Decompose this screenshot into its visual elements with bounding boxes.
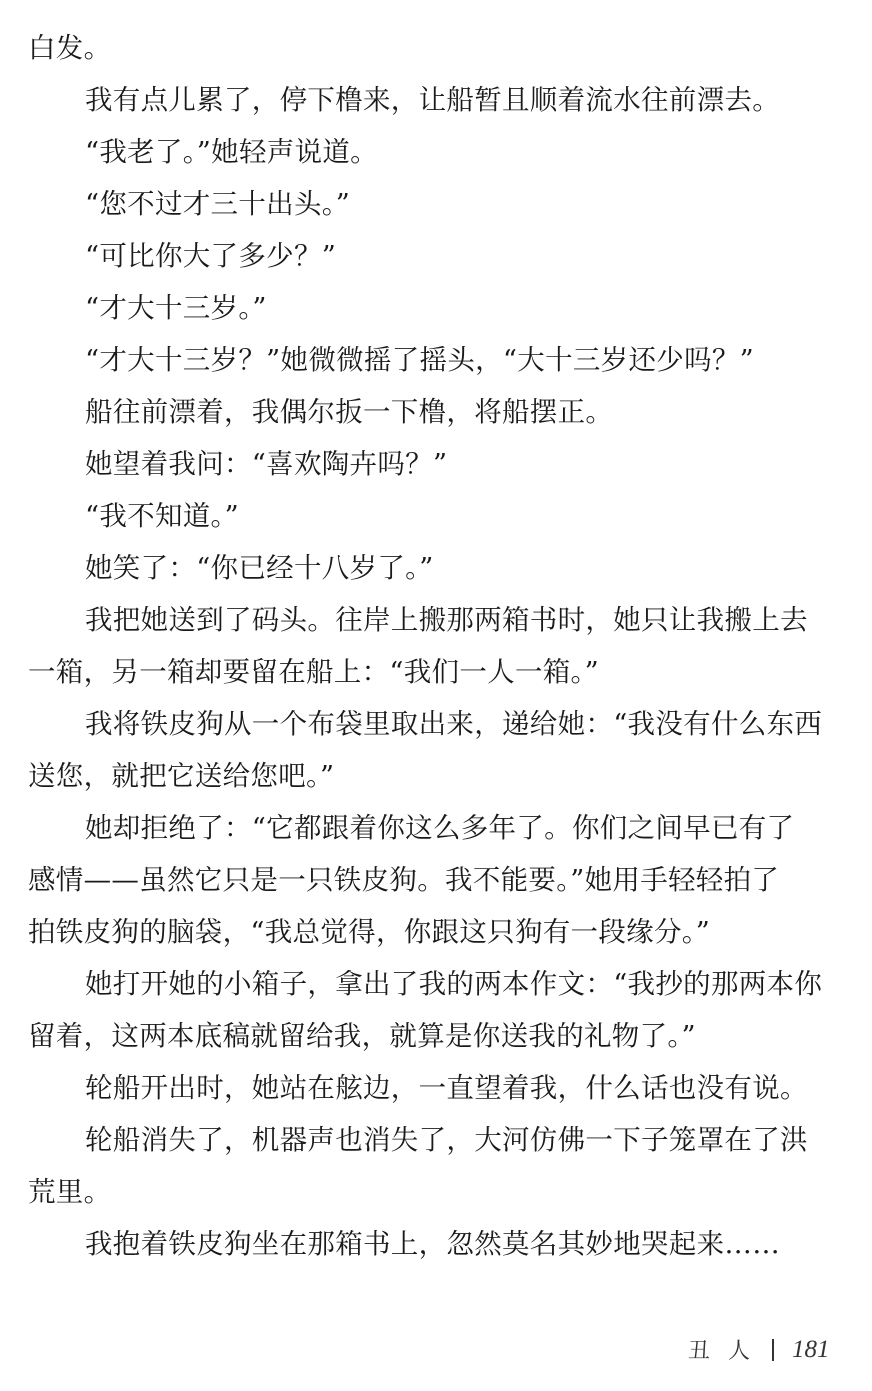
text-line: 留着，这两本底稿就留给我，就算是你送我的礼物了。” bbox=[28, 1020, 696, 1052]
text-line: “才大十三岁？”她微微摇了摇头，“大十三岁还少吗？” bbox=[85, 344, 755, 376]
text-line: 船往前漂着，我偶尔扳一下橹，将船摆正。 bbox=[85, 396, 614, 428]
text-line: 她望着我问：“喜欢陶卉吗？” bbox=[85, 448, 448, 480]
text-line: 拍铁皮狗的脑袋，“我总觉得，你跟这只狗有一段缘分。” bbox=[28, 916, 711, 948]
text-line: 轮船开出时，她站在舷边，一直望着我，什么话也没有说。 bbox=[85, 1072, 808, 1104]
footer-divider bbox=[772, 1339, 774, 1361]
text-line: 我抱着铁皮狗坐在那箱书上，忽然莫名其妙地哭起来…… bbox=[85, 1228, 780, 1260]
page-number: 181 bbox=[792, 1335, 830, 1363]
text-line: 荒里。 bbox=[28, 1176, 112, 1208]
text-line: “才大十三岁。” bbox=[85, 292, 267, 324]
text-line: “您不过才三十出头。” bbox=[85, 188, 351, 220]
running-title: 丑人 bbox=[688, 1339, 769, 1364]
body-text bbox=[28, 22, 844, 1270]
text-line: 一箱，另一箱却要留在船上：“我们一人一箱。” bbox=[28, 656, 599, 688]
text-line: 白发。 bbox=[28, 32, 112, 64]
text-line: 轮船消失了，机器声也消失了，大河仿佛一下子笼罩在了洪 bbox=[85, 1124, 808, 1156]
text-line: 我有点儿累了，停下橹来，让船暂且顺着流水往前漂去。 bbox=[85, 84, 780, 116]
text-line: 我将铁皮狗从一个布袋里取出来，递给她：“我没有什么东西 bbox=[85, 708, 823, 740]
text-line: 送您，就把它送给您吧。” bbox=[28, 760, 335, 792]
text-line: 她笑了：“你已经十八岁了。” bbox=[85, 552, 434, 584]
text-line: 她打开她的小箱子，拿出了我的两本作文：“我抄的那两本你 bbox=[85, 968, 823, 1000]
page-footer bbox=[688, 1334, 830, 1365]
text-line: “我不知道。” bbox=[85, 500, 239, 532]
text-line: “可比你大了多少？” bbox=[85, 240, 337, 272]
text-line: “我老了。”她轻声说道。 bbox=[85, 136, 378, 168]
text-line: 她却拒绝了：“它都跟着你这么多年了。你们之间早已有了 bbox=[85, 812, 795, 844]
text-line: 我把她送到了码头。往岸上搬那两箱书时，她只让我搬上去 bbox=[85, 604, 808, 636]
text-line: 感情——虽然它只是一只铁皮狗。我不能要。”她用手轻轻拍了 bbox=[28, 864, 780, 896]
